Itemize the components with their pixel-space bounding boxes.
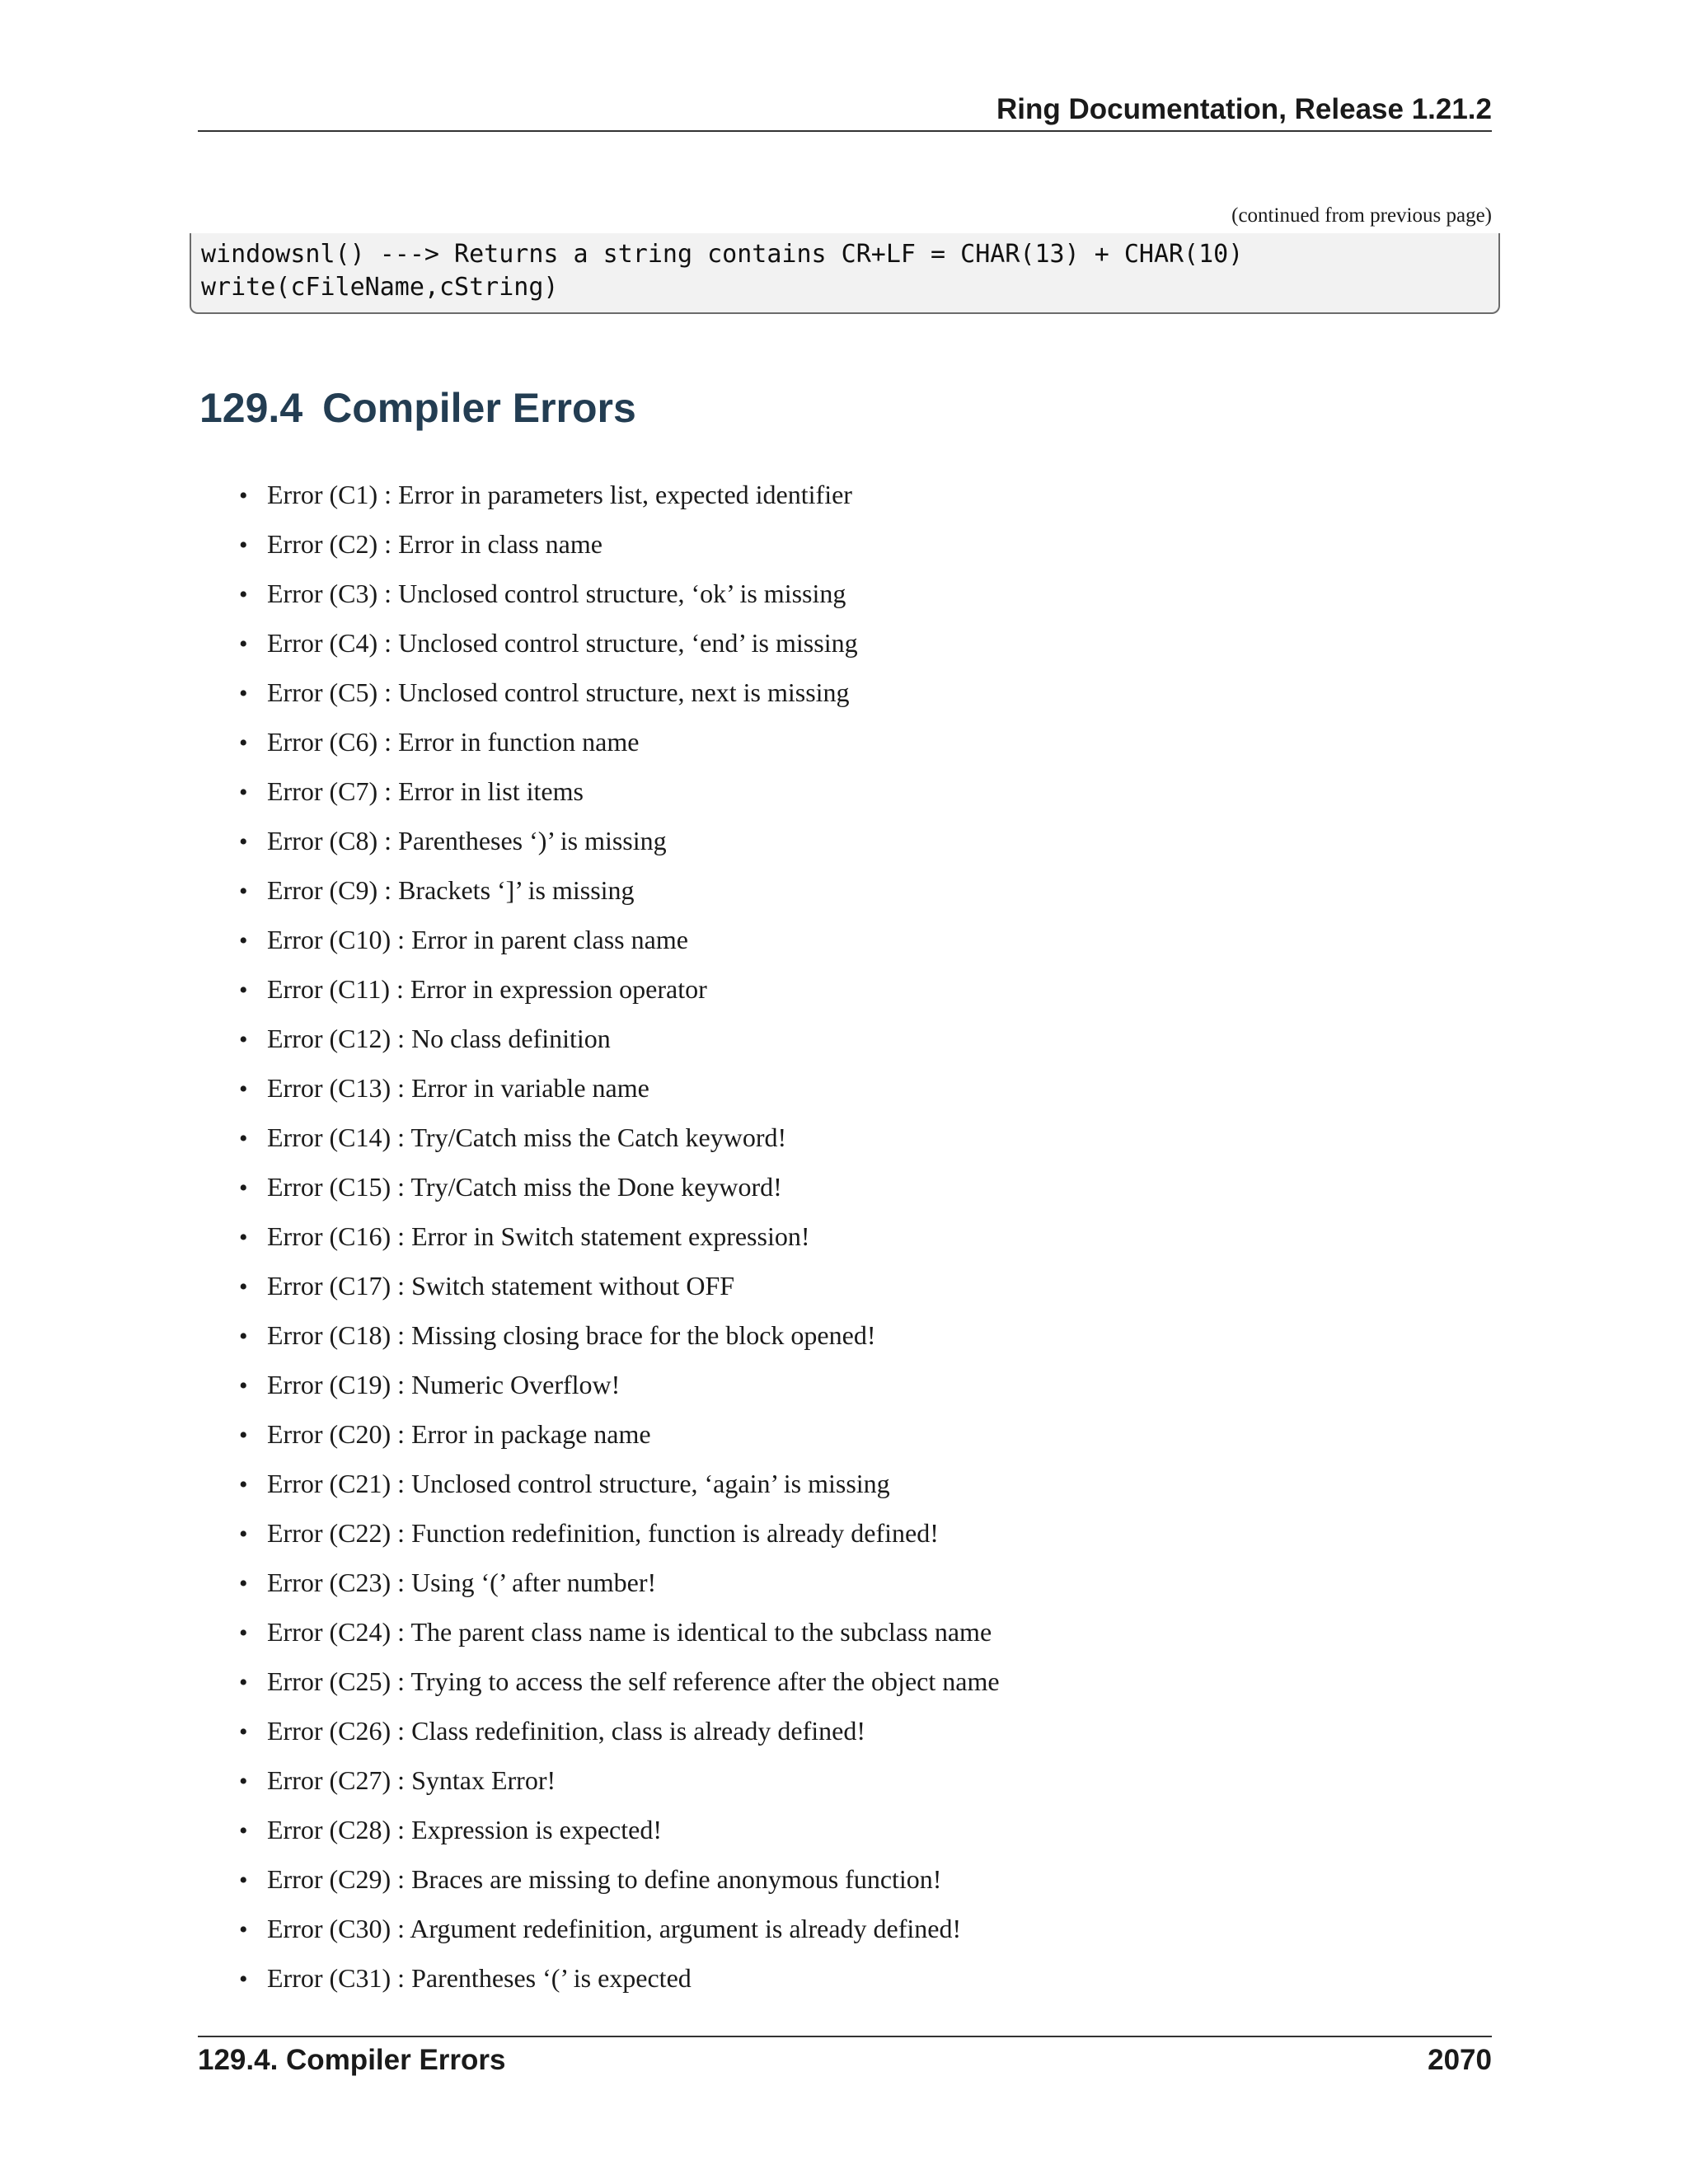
continued-note: (continued from previous page): [1231, 204, 1492, 227]
bullet-icon: •: [239, 729, 248, 757]
bullet-icon: •: [239, 1422, 248, 1449]
list-item: [239, 1014, 1000, 1063]
bullet-icon: •: [239, 482, 248, 509]
bullet-icon: •: [239, 878, 248, 905]
list-item: [239, 816, 1000, 865]
list-item: [239, 1113, 1000, 1162]
page-header: [198, 89, 1492, 132]
bullet-icon: •: [239, 1966, 248, 1993]
list-item: [239, 1508, 1000, 1558]
error-text: Error (C20) : Error in package name: [267, 1419, 651, 1449]
footer-section: 129.4. Compiler Errors: [198, 2044, 506, 2076]
error-text: Error (C8) : Parentheses ‘)’ is missing: [267, 826, 667, 855]
list-item: [239, 915, 1000, 964]
error-text: Error (C15) : Try/Catch miss the Done keyword!: [267, 1172, 782, 1202]
list-item: [239, 1459, 1000, 1508]
bullet-icon: •: [239, 1768, 248, 1795]
error-text: Error (C16) : Error in Switch statement expression!: [267, 1221, 810, 1251]
error-text: Error (C6) : Error in function name: [267, 727, 640, 757]
bullet-icon: •: [239, 630, 248, 658]
bullet-icon: •: [239, 1323, 248, 1350]
error-text: Error (C26) : Class redefinition, class is already defined!: [267, 1716, 865, 1746]
error-text: Error (C17) : Switch statement without OFF: [267, 1271, 735, 1301]
error-text: Error (C30) : Argument redefinition, argument is already defined!: [267, 1914, 962, 1943]
list-item: [239, 519, 1000, 569]
document-title: Ring Documentation, Release 1.21.2: [996, 93, 1492, 125]
bullet-icon: •: [239, 1817, 248, 1844]
list-item: [239, 1755, 1000, 1805]
error-text: Error (C10) : Error in parent class name: [267, 925, 688, 954]
list-item: [239, 766, 1000, 816]
bullet-icon: •: [239, 779, 248, 806]
list-item: [239, 668, 1000, 717]
bullet-icon: •: [239, 1521, 248, 1548]
list-item: [239, 1805, 1000, 1854]
section-heading: [199, 381, 636, 435]
list-item: [239, 1409, 1000, 1459]
page-footer: [198, 2036, 1492, 2083]
list-item: [239, 1904, 1000, 1953]
list-item: [239, 569, 1000, 618]
list-item: [239, 1607, 1000, 1657]
bullet-icon: •: [239, 1076, 248, 1103]
bullet-icon: •: [239, 1372, 248, 1399]
error-text: Error (C13) : Error in variable name: [267, 1073, 649, 1103]
code-line: write(cFileName,cString): [201, 273, 559, 302]
error-text: Error (C11) : Error in expression operator: [267, 974, 707, 1004]
bullet-icon: •: [239, 1867, 248, 1894]
error-text: Error (C25) : Trying to access the self reference after the object name: [267, 1666, 1000, 1696]
bullet-icon: •: [239, 927, 248, 954]
bullet-icon: •: [239, 1273, 248, 1301]
error-text: Error (C19) : Numeric Overflow!: [267, 1370, 621, 1399]
error-text: Error (C18) : Missing closing brace for the block opened!: [267, 1320, 876, 1350]
error-text: Error (C28) : Expression is expected!: [267, 1815, 662, 1844]
bullet-icon: •: [239, 680, 248, 707]
code-line: windowsnl() ---> Returns a string contains CR+LF = CHAR(13) + CHAR(10): [201, 240, 1244, 269]
error-text: Error (C5) : Unclosed control structure, next is missing: [267, 677, 850, 707]
error-list: [239, 470, 1000, 2003]
list-item: [239, 1261, 1000, 1310]
bullet-icon: •: [239, 1174, 248, 1202]
bullet-icon: •: [239, 1718, 248, 1746]
list-item: [239, 1063, 1000, 1113]
list-item: [239, 618, 1000, 668]
error-text: Error (C24) : The parent class name is identical to the subclass name: [267, 1617, 992, 1647]
bullet-icon: •: [239, 1471, 248, 1498]
section-title: Compiler Errors: [322, 385, 636, 431]
error-text: Error (C29) : Braces are missing to define anonymous function!: [267, 1864, 942, 1894]
bullet-icon: •: [239, 1916, 248, 1943]
error-text: Error (C12) : No class definition: [267, 1024, 611, 1053]
list-item: [239, 1558, 1000, 1607]
error-text: Error (C21) : Unclosed control structure, ‘again’ is missing: [267, 1469, 890, 1498]
bullet-icon: •: [239, 1570, 248, 1597]
error-text: Error (C22) : Function redefinition, function is already defined!: [267, 1518, 939, 1548]
error-text: Error (C27) : Syntax Error!: [267, 1765, 556, 1795]
list-item: [239, 717, 1000, 766]
bullet-icon: •: [239, 1125, 248, 1152]
section-number: 129.4: [199, 385, 303, 431]
error-text: Error (C7) : Error in list items: [267, 776, 584, 806]
list-item: [239, 1706, 1000, 1755]
bullet-icon: •: [239, 581, 248, 608]
list-item: [239, 1212, 1000, 1261]
error-text: Error (C1) : Error in parameters list, expected identifier: [267, 480, 852, 509]
list-item: [239, 1162, 1000, 1212]
list-item: [239, 1854, 1000, 1904]
bullet-icon: •: [239, 977, 248, 1004]
list-item: [239, 1360, 1000, 1409]
bullet-icon: •: [239, 1224, 248, 1251]
list-item: [239, 470, 1000, 519]
error-text: Error (C14) : Try/Catch miss the Catch keyword!: [267, 1122, 787, 1152]
list-item: [239, 865, 1000, 915]
error-text: Error (C2) : Error in class name: [267, 529, 603, 559]
bullet-icon: •: [239, 532, 248, 559]
bullet-icon: •: [239, 1619, 248, 1647]
error-text: Error (C23) : Using ‘(’ after number!: [267, 1568, 657, 1597]
code-block: [190, 233, 1500, 314]
list-item: [239, 964, 1000, 1014]
error-text: Error (C3) : Unclosed control structure, ‘ok’ is missing: [267, 579, 846, 608]
error-text: Error (C4) : Unclosed control structure, ‘end’ is missing: [267, 628, 858, 658]
bullet-icon: •: [239, 1026, 248, 1053]
error-text: Error (C9) : Brackets ‘]’ is missing: [267, 875, 635, 905]
error-text: Error (C31) : Parentheses ‘(’ is expected: [267, 1963, 692, 1993]
bullet-icon: •: [239, 1669, 248, 1696]
page-number: 2070: [1428, 2044, 1492, 2076]
list-item: [239, 1310, 1000, 1360]
list-item: [239, 1657, 1000, 1706]
list-item: [239, 1953, 1000, 2003]
bullet-icon: •: [239, 828, 248, 855]
